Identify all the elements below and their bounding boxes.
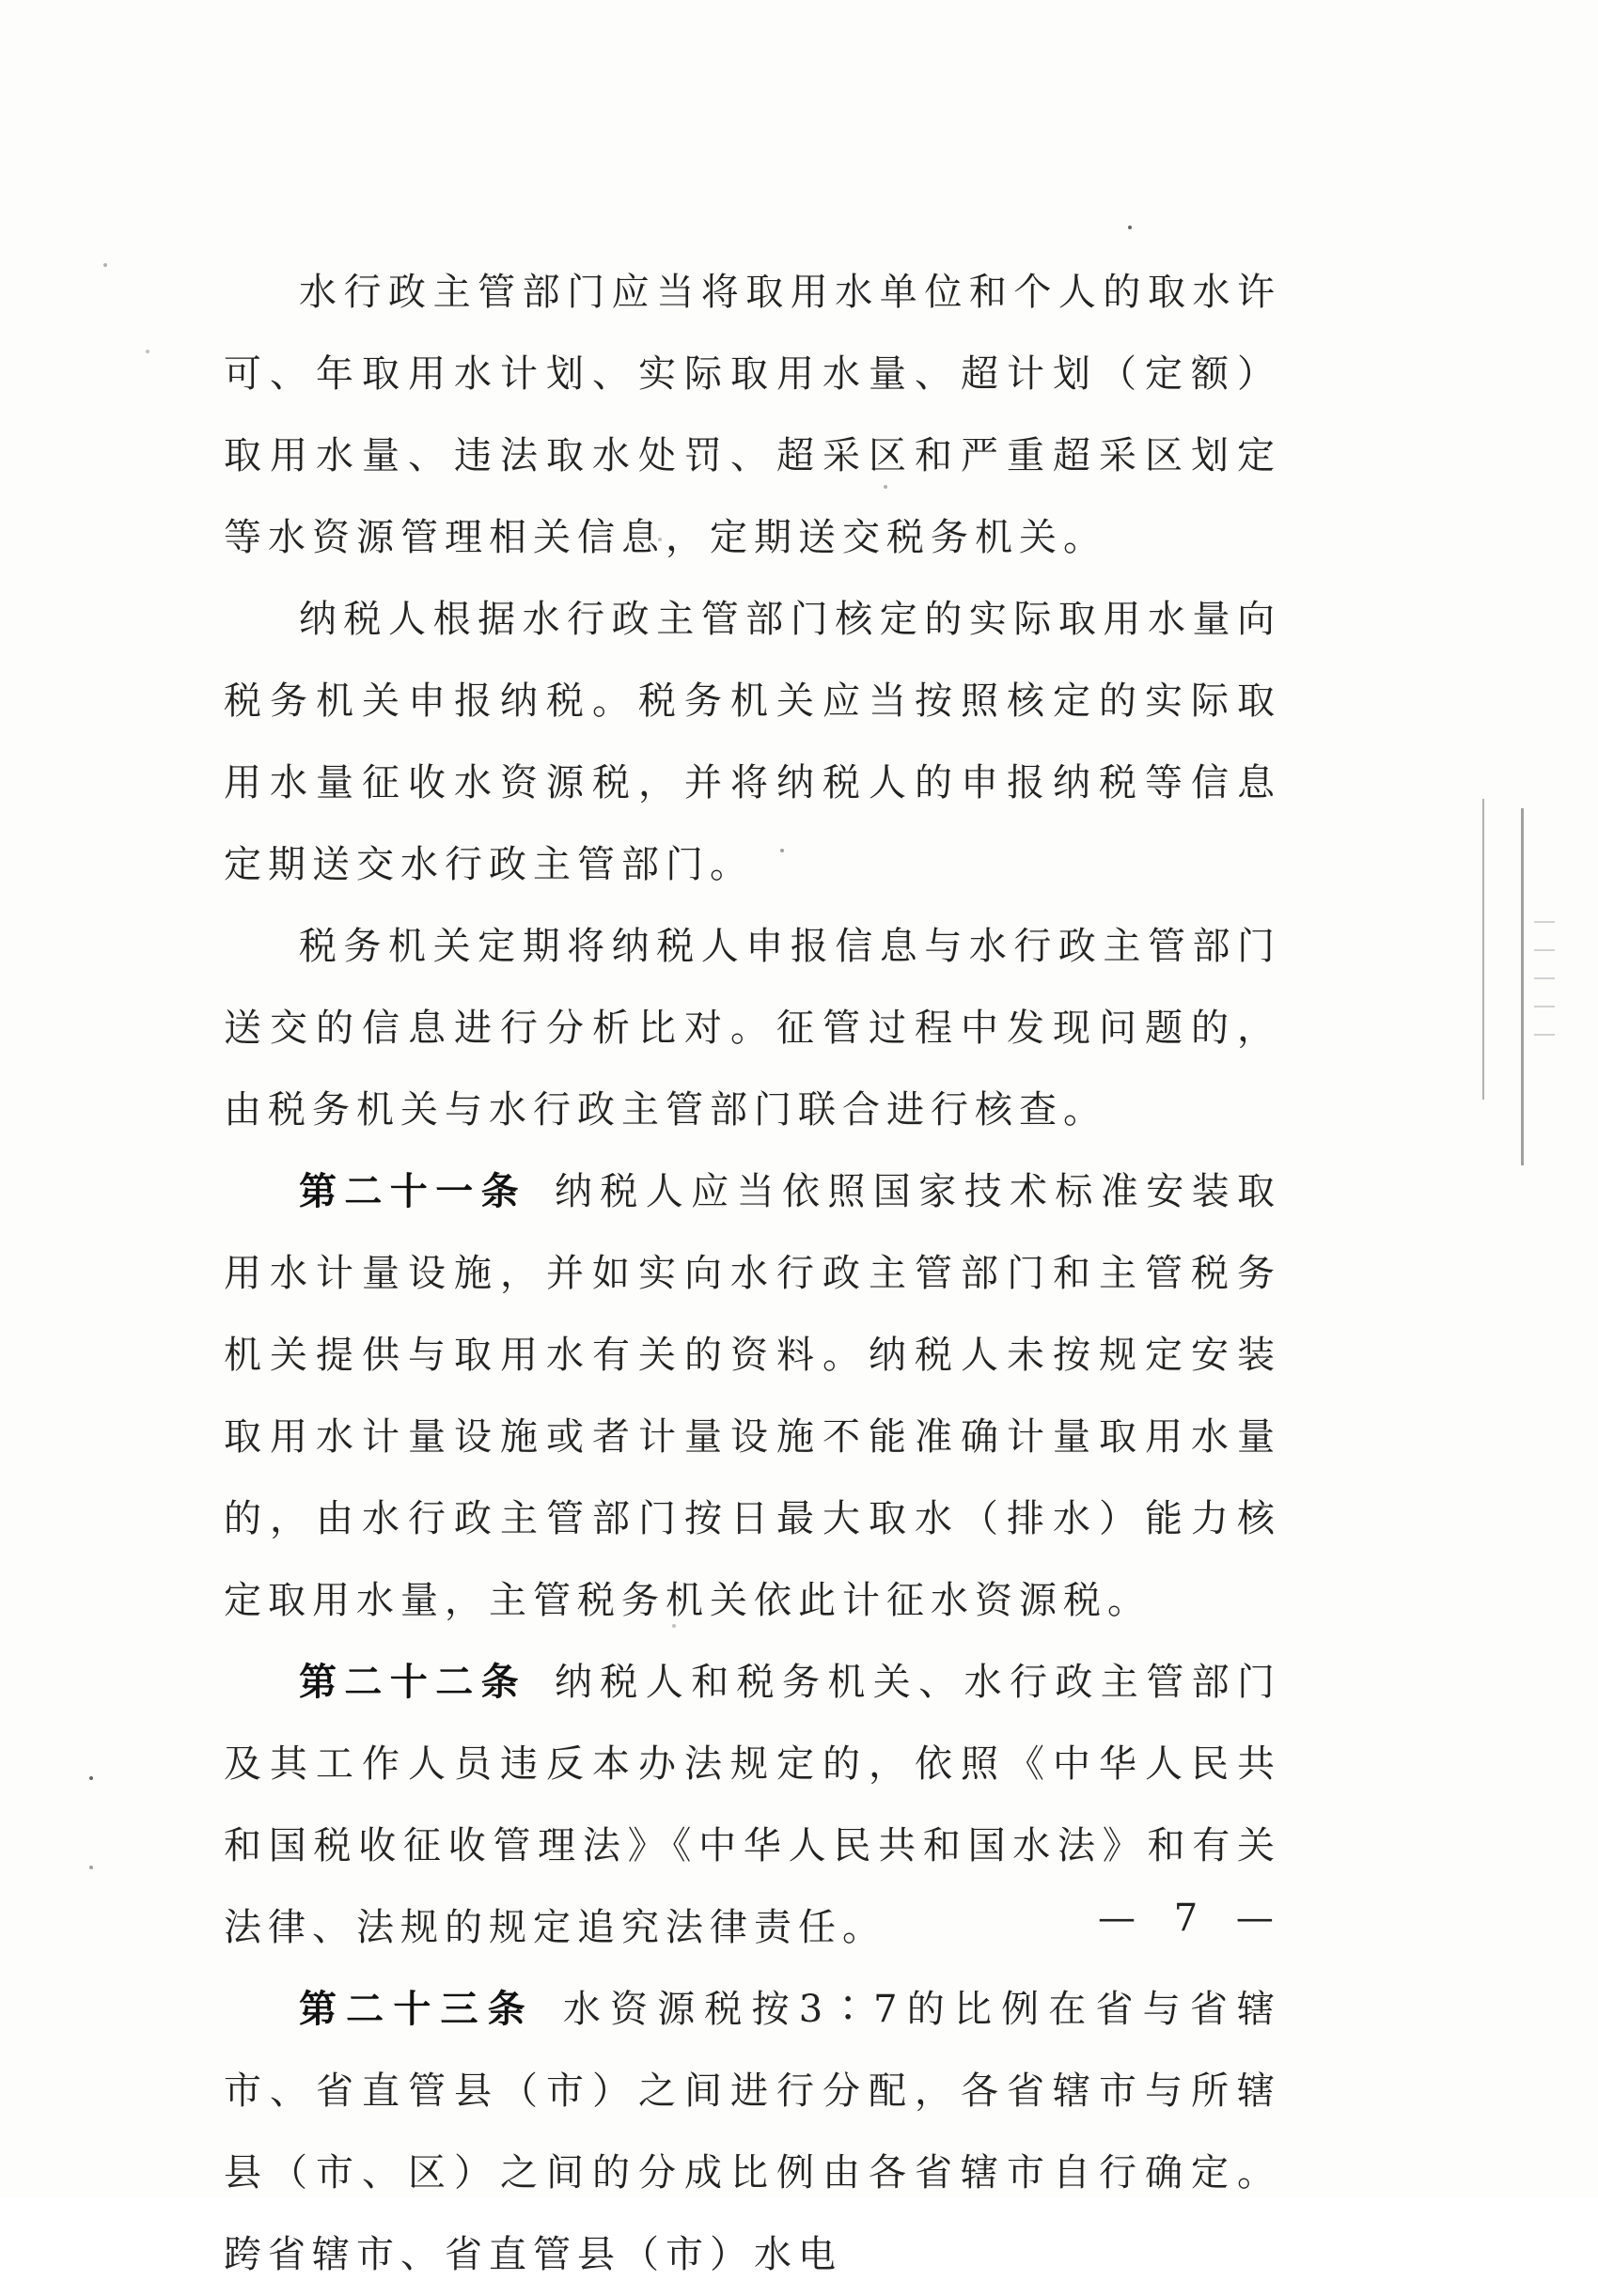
paragraph-text: 纳税人应当依照国家技术标准安装取用水计量设施，并如实向水行政主管部门和主管税务机关提供与取用水有关的资料。纳税人未按规定安装取用水计量设施或者计量设施不能准确计量取用水量的，由水行政主管部门按日最大取水（排水）能力核定取用水量，主管税务机关依此计征水资源税。 <box>224 1170 1281 1622</box>
page-number: — 7 — <box>1098 1897 1287 1940</box>
scan-dust <box>89 1866 93 1869</box>
paragraph-tax-declaration <box>224 579 1281 906</box>
scan-artifact <box>1534 977 1555 979</box>
scan-dust <box>1128 226 1132 229</box>
paragraph-text: 纳税人根据水行政主管部门核定的实际取用水量向税务机关申报纳税。税务机关应当按照核定的实际取用水量征收水资源税，并将纳税人的申报纳税等信息定期送交水行政主管部门。 <box>224 598 1281 886</box>
paragraph-info-sharing <box>224 252 1281 579</box>
article-heading: 第二十二条 <box>299 1661 526 1704</box>
article-21 <box>224 1151 1281 1642</box>
article-23 <box>224 1969 1281 2296</box>
scan-artifact <box>1534 1006 1555 1007</box>
scan-dust <box>884 485 887 489</box>
paragraph-text: 水行政主管部门应当将取用水单位和个人的取水许可、年取用水计划、实际取用水量、超计划（定额）取用水量、违法取水处罚、超采区和严重超采区划定等水资源管理相关信息，定期送交税务机关。 <box>224 271 1281 559</box>
article-heading: 第二十三条 <box>299 1988 535 2031</box>
scan-dust <box>658 538 662 541</box>
paragraph-text: 纳税人和税务机关、水行政主管部门及其工作人员违反本办法规定的，依照《中华人民共和国税收征收管理法》《中华人民共和国水法》和有关法律、法规的规定追究法律责任。 <box>224 1661 1281 1949</box>
scan-artifact <box>1482 799 1484 1100</box>
paragraph-text: 税务机关定期将纳税人申报信息与水行政主管部门送交的信息进行分析比对。征管过程中发现问题的，由税务机关与水行政主管部门联合进行核查。 <box>224 925 1281 1132</box>
scan-artifact <box>1534 949 1555 951</box>
scan-artifact <box>1521 808 1524 1165</box>
scan-artifact <box>1534 921 1555 923</box>
paragraph-text: 水资源税按3∶7的比例在省与省辖市、省直管县（市）之间进行分配，各省辖市与所辖县（市、区）之间的分成比例由各省辖市自行确定。跨省辖市、省直管县（市）水电 <box>224 1988 1281 2276</box>
scan-dust <box>103 263 107 267</box>
scan-dust <box>89 1776 93 1780</box>
scan-dust <box>780 849 784 852</box>
article-heading: 第二十一条 <box>299 1170 526 1213</box>
paragraph-info-comparison <box>224 906 1281 1151</box>
document-body <box>224 252 1281 2296</box>
scan-dust <box>672 1624 676 1628</box>
scan-artifact <box>1534 1034 1555 1036</box>
scan-dust <box>146 350 149 353</box>
